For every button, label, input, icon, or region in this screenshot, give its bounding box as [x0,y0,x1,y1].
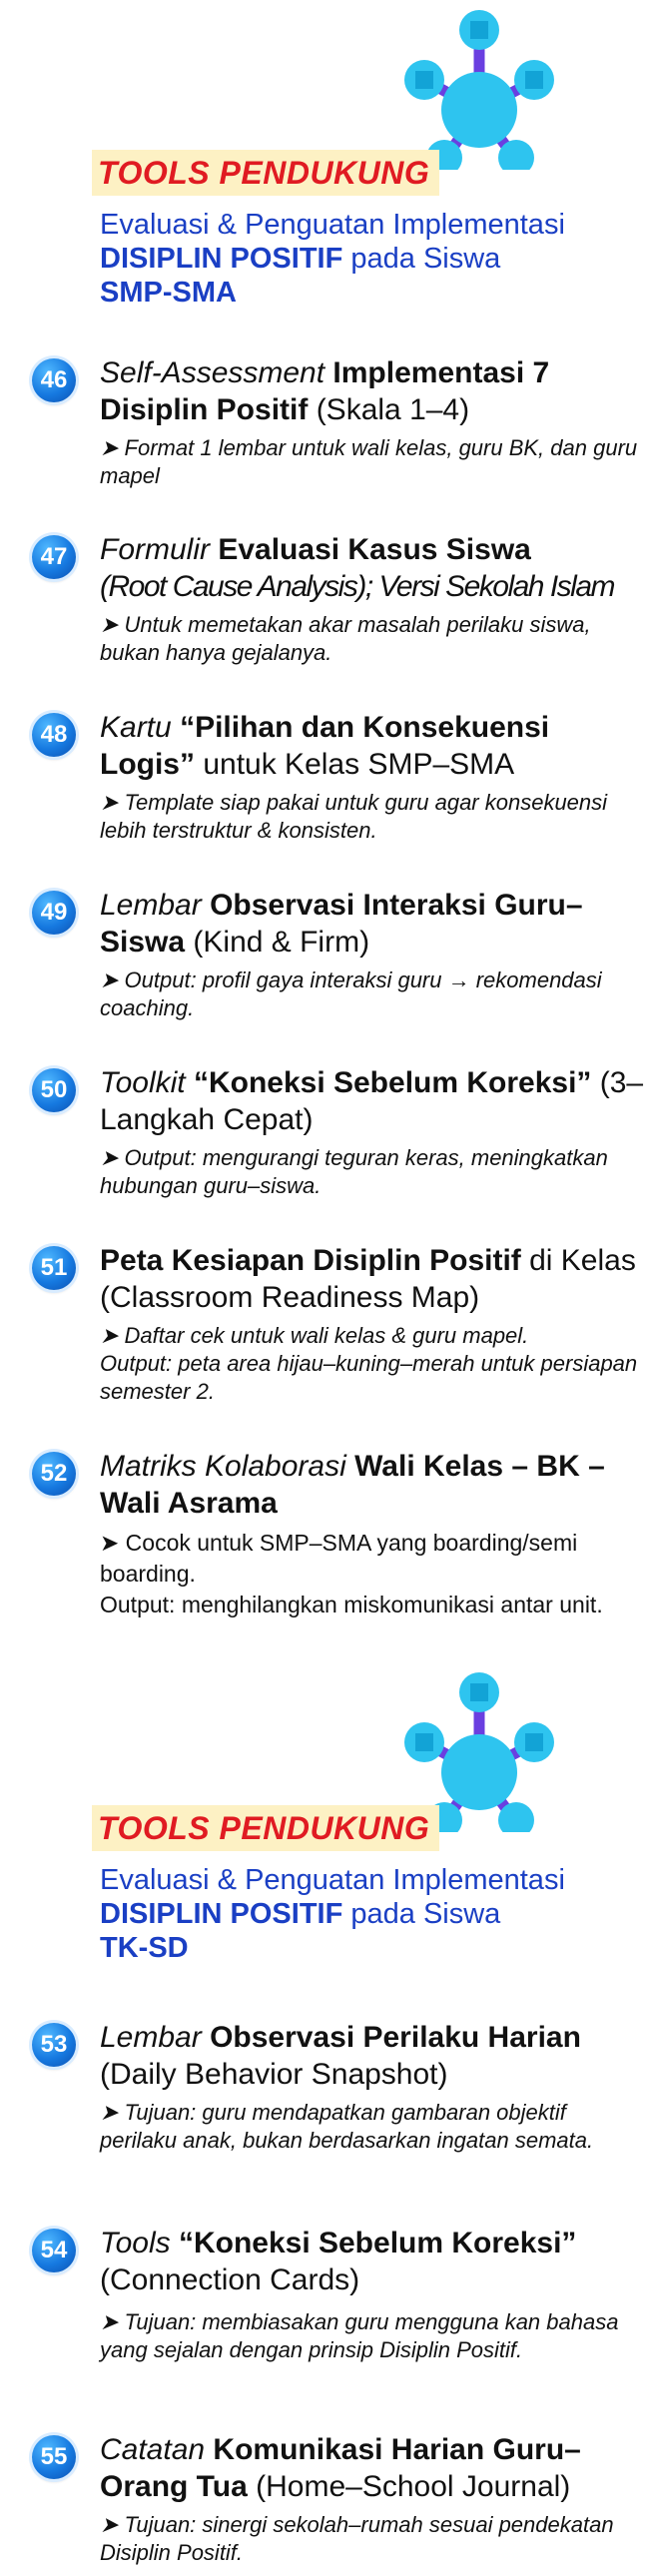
item-note: ➤ Cocok untuk SMP–SMA yang boarding/semi boarding. Output: menghilangkan miskomunikasi antar unit. [100,1530,603,1617]
section-subtitle [100,1863,629,1965]
title-bold: Observasi Interaksi Guru–Siswa [100,889,583,959]
title-condensed: (Root Cause Analysis); Versi Sekolah Islam [100,570,614,603]
item-title [100,354,644,428]
title-prefix: Lembar [100,2021,202,2054]
item-title [100,531,644,605]
title-bold: Peta Kesiapan Disiplin Positif [100,1244,521,1277]
title-bold: “Koneksi Sebelum Koreksi” [193,1066,592,1099]
title-prefix: Self-Assessment [100,356,325,389]
item-note: ➤ Format 1 lembar untuk wali kelas, guru BK, dan guru mapel [100,435,638,488]
title-prefix: Tools [100,2227,171,2259]
number-badge: 55 [32,2435,76,2479]
item-title [100,887,644,961]
item-note: ➤ Output: mengurangi teguran keras, meningkatkan hubungan guru–siswa. [100,1145,608,1198]
title-prefix: Lembar [100,889,202,922]
number-badge: 46 [32,358,76,402]
title-prefix: Toolkit [100,1066,186,1099]
number-badge: 48 [32,713,76,757]
title-prefix: Catatan [100,2433,206,2466]
subtitle-bold: DISIPLIN POSITIF [100,243,343,275]
item-title [100,2225,644,2298]
number-badge: 52 [32,1452,76,1496]
item-note: ➤ Untuk memetakan akar masalah perilaku siswa, bukan hanya gejalanya. [100,612,591,665]
title-bold: Evaluasi Kasus Siswa [218,533,531,566]
subtitle-pada: pada Siswa [342,243,501,275]
title-bold: Komunikasi Harian Guru–Orang Tua [100,2433,581,2503]
item-title [100,709,644,783]
section-subtitle [100,208,629,310]
number-badge: 53 [32,2023,76,2067]
subtitle-pada: pada Siswa [342,1898,501,1930]
title-prefix: Kartu [100,711,172,744]
item-note: ➤ Tujuan: membiasakan guru mengguna kan bahasa yang sejalan dengan prinsip Disiplin Positif. [100,2309,619,2362]
title-prefix: Matriks Kolaborasi [100,1450,346,1483]
item-note: ➤ Tujuan: sinergi sekolah–rumah sesuai pendekatan Disiplin Positif. [100,2512,614,2565]
title-bold: “Pilihan dan Konsekuensi Logis” [100,711,550,781]
item-note: ➤ Tujuan: guru mendapatkan gambaran objektif perilaku anak, bukan berdasarkan ingatan semata. [100,2100,594,2153]
title-suffix: (Daily Behavior Snapshot) [100,2058,448,2091]
item-title [100,2431,644,2505]
title-prefix: Formulir [100,533,210,566]
subtitle-line1: Evaluasi & Penguatan Implementasi [100,209,565,241]
number-badge: 47 [32,535,76,579]
tools-pendukung-label: TOOLS PENDUKUNG [92,1805,439,1851]
item-title [100,1448,644,1522]
title-bold: “Koneksi Sebelum Koreksi” [178,2227,577,2259]
number-badge: 50 [32,1068,76,1112]
number-badge: 49 [32,891,76,935]
subtitle-level: SMP-SMA [100,277,237,309]
title-bold: Wali Kelas – BK – Wali Asrama [100,1450,605,1520]
network-hub-icon [404,0,554,170]
title-suffix: di Kelas (Classroom Readiness Map) [100,1244,636,1314]
title-suffix: (Home–School Journal) [247,2470,571,2503]
item-title [100,1242,644,1316]
title-suffix: (Skala 1–4) [308,393,470,426]
title-suffix: untuk Kelas SMP–SMA [195,748,515,781]
number-badge: 54 [32,2229,76,2272]
title-suffix: (3–Langkah Cepat) [100,1066,644,1136]
title-suffix: (Connection Cards) [100,2263,360,2296]
title-bold: Implementasi 7 Disiplin Positif [100,356,550,426]
title-bold: Observasi Perilaku Harian [210,2021,581,2054]
item-title [100,1064,644,1138]
subtitle-bold: DISIPLIN POSITIF [100,1898,343,1930]
item-note: ➤ Daftar cek untuk wali kelas & guru mapel. Output: peta area hijau–kuning–merah untuk persiapan semester 2. [100,1323,638,1404]
item-note: ➤ Output: profil gaya interaksi guru → rekomendasi coaching. [100,967,602,1020]
number-badge: 51 [32,1246,76,1290]
tools-pendukung-label: TOOLS PENDUKUNG [92,150,439,196]
subtitle-line1: Evaluasi & Penguatan Implementasi [100,1864,565,1896]
title-suffix: (Kind & Firm) [185,926,370,959]
item-title [100,2019,644,2093]
subtitle-level: TK-SD [100,1932,189,1964]
item-note: ➤ Template siap pakai untuk guru agar konsekuensi lebih terstruktur & konsisten. [100,790,608,843]
